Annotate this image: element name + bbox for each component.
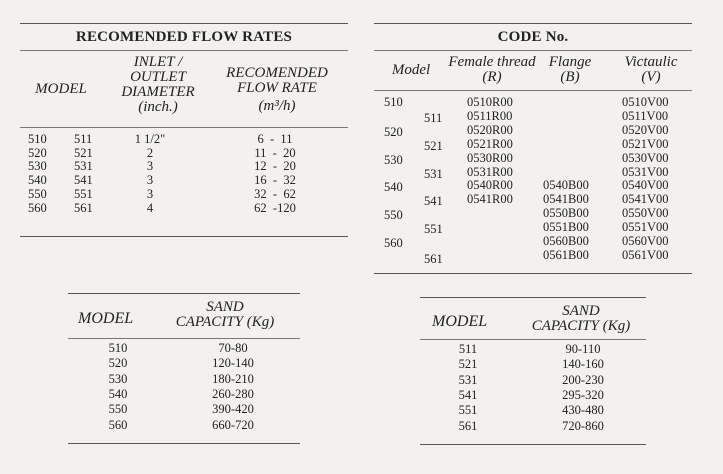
model-cell: 550: [384, 208, 403, 223]
sand-capacity-line1: SAND: [206, 299, 244, 315]
victaulic-cell: 0541V00: [622, 192, 669, 207]
flow-rates-body: [20, 133, 348, 229]
model-cell: 541: [74, 173, 93, 188]
flange-cell: 0550B00: [543, 206, 589, 221]
model-cell: 521: [424, 138, 443, 153]
table-row: [420, 420, 646, 435]
flange-cell: 0561B00: [543, 247, 589, 262]
victaulic-cell: 0540V00: [622, 178, 669, 193]
diameter-cell: 3: [146, 186, 154, 201]
inlet-header-line3: DIAMETER: [121, 84, 195, 100]
bottom-rule: [420, 444, 646, 445]
flange-cell: 0540B00: [543, 178, 589, 193]
table-row: [68, 373, 300, 388]
inlet-header-line4: (inch.): [138, 99, 178, 115]
victaulic-cell: 0510V00: [622, 95, 669, 109]
model-cell: 551: [458, 403, 478, 418]
victaulic-cell: 0531V00: [622, 164, 669, 179]
table-row: [68, 419, 300, 434]
model-cell: 520: [384, 124, 403, 139]
female-thread-cell: 0541R00: [467, 192, 513, 207]
top-rule: [420, 297, 646, 298]
table-row: [374, 96, 692, 110]
flow-header: [212, 66, 342, 114]
diameter-cell: 3: [146, 173, 154, 188]
flange-cell: 0541B00: [543, 192, 589, 207]
table-row: [20, 202, 348, 216]
table-row: [374, 152, 692, 166]
sand-capacity-header: [160, 300, 290, 330]
model-cell: 541: [424, 194, 443, 209]
table-row: [20, 147, 348, 161]
flange-cell: 0551B00: [543, 220, 589, 235]
table-row: [20, 133, 348, 147]
flange-line1: Flange: [548, 54, 592, 70]
table-row: [374, 193, 692, 207]
capacity-cell: 295-320: [562, 387, 604, 402]
flow-header-line3: (m³/h): [258, 98, 296, 114]
capacity-cell: 390-420: [212, 402, 254, 417]
table-row: [374, 221, 692, 235]
table-row: [68, 357, 300, 372]
header-rule: [420, 339, 646, 340]
victaulic-cell: 0551V00: [622, 220, 669, 235]
model-cell: 541: [458, 387, 478, 402]
capacity-cell: 180-210: [212, 371, 254, 386]
female-thread-line2: (R): [482, 69, 502, 85]
table-row: [374, 235, 692, 249]
capacity-cell: 200-230: [562, 372, 604, 387]
capacity-cell: 720-860: [562, 418, 604, 433]
table-row: [420, 404, 646, 419]
flow-cell: 32 - 62: [254, 186, 296, 201]
table-row: [374, 166, 692, 180]
sand-left-body: [68, 342, 300, 442]
top-rule: [20, 23, 348, 24]
diameter-cell: 2: [146, 145, 154, 160]
header-rule: [374, 90, 692, 91]
victaulic-header: [614, 55, 688, 85]
table-row: [374, 207, 692, 221]
table-row: [20, 188, 348, 202]
header-rule: [20, 127, 348, 128]
female-thread-cell: 0531R00: [467, 164, 513, 179]
victaulic-cell: 0521V00: [622, 136, 669, 151]
model-cell: 521: [458, 357, 478, 372]
model-cell: 511: [424, 110, 443, 125]
table-row: [374, 124, 692, 138]
capacity-cell: 140-160: [562, 357, 604, 372]
table-row: [374, 247, 692, 266]
table-row: [420, 374, 646, 389]
flow-cell: 11 - 20: [254, 145, 296, 160]
inlet-header-line1: INLET /: [133, 54, 183, 70]
flange-line2: (B): [560, 69, 580, 85]
table-row: [420, 358, 646, 373]
flow-cell: 12 - 20: [254, 159, 296, 174]
model-cell: 531: [424, 166, 443, 181]
table-row: [420, 389, 646, 404]
model-cell: 550: [28, 186, 47, 201]
female-thread-header: [442, 55, 542, 85]
victaulic-cell: 0530V00: [622, 150, 669, 165]
code-no-body: [374, 96, 692, 272]
sand-capacity-line2: CAPACITY (Kg): [531, 318, 631, 334]
model-cell: 561: [74, 200, 93, 215]
victaulic-cell: 0520V00: [622, 122, 669, 137]
flow-header-line1: RECOMENDED: [226, 65, 328, 81]
capacity-cell: 90-110: [565, 342, 601, 356]
title-rule: [20, 50, 348, 51]
capacity-cell: 430-480: [562, 403, 604, 418]
model-cell: 520: [28, 145, 47, 160]
female-thread-cell: 0530R00: [467, 150, 513, 165]
flow-cell: 6 - 11: [257, 132, 293, 146]
capacity-cell: 70-80: [218, 341, 248, 355]
model-cell: 521: [74, 145, 93, 160]
flow-cell: 62 -120: [254, 200, 296, 215]
model-cell: 540: [108, 386, 128, 401]
victaulic-cell: 0561V00: [622, 247, 669, 262]
bottom-rule: [68, 443, 300, 444]
flow-header-line2: FLOW RATE: [237, 80, 317, 96]
table-row: [374, 179, 692, 193]
table-row: [374, 110, 692, 124]
capacity-cell: 120-140: [212, 356, 254, 371]
victaulic-line2: (V): [641, 69, 661, 85]
sand-capacity-line1: SAND: [562, 303, 600, 319]
victaulic-line1: Victaulic: [624, 54, 678, 70]
model-cell: 561: [458, 418, 478, 433]
victaulic-cell: 0550V00: [622, 206, 669, 221]
top-rule: [374, 23, 692, 24]
diameter-cell: 1 1/2": [134, 132, 166, 146]
table-row: [68, 403, 300, 418]
model-header: MODEL: [35, 81, 87, 97]
model-cell: 531: [458, 372, 478, 387]
model-cell: 560: [384, 236, 403, 250]
model-cell: 531: [74, 159, 93, 174]
table-row: [20, 160, 348, 174]
victaulic-cell: 0511V00: [622, 108, 669, 123]
model-cell: 550: [108, 402, 128, 417]
table-row: [374, 138, 692, 152]
model-cell: 510: [108, 341, 128, 355]
victaulic-cell: 0560V00: [622, 234, 669, 248]
model-cell: 510: [384, 95, 403, 109]
flange-header: [540, 55, 600, 85]
diameter-cell: 3: [146, 159, 154, 174]
model-cell: 551: [424, 222, 443, 237]
model-cell: 520: [108, 356, 128, 371]
bottom-rule: [20, 236, 348, 237]
capacity-cell: 660-720: [212, 417, 254, 432]
table-row: [68, 342, 300, 357]
model-cell: 560: [28, 200, 47, 215]
female-thread-cell: 0540R00: [467, 178, 513, 193]
model-cell: 551: [74, 186, 93, 201]
model-header: MODEL: [432, 313, 488, 330]
inlet-header-line2: OUTLET: [130, 69, 186, 85]
model-cell: 530: [28, 159, 47, 174]
model-cell: 540: [28, 173, 47, 188]
inlet-header: [108, 55, 208, 115]
model-cell: 561: [424, 251, 443, 266]
model-cell: 511: [458, 342, 478, 356]
model-header: Model: [391, 62, 431, 78]
table-row: [20, 174, 348, 188]
female-thread-line1: Female thread: [448, 54, 536, 70]
flow-rates-title: RECOMENDED FLOW RATES: [75, 29, 293, 45]
female-thread-cell: 0511R00: [467, 108, 513, 123]
flange-cell: 0560B00: [543, 234, 589, 248]
model-cell: 540: [384, 180, 403, 195]
model-cell: 530: [384, 152, 403, 167]
female-thread-cell: 0521R00: [467, 136, 513, 151]
model-cell: 530: [108, 371, 128, 386]
title-rule: [374, 50, 692, 51]
diameter-cell: 4: [146, 200, 154, 215]
table-row: [68, 388, 300, 403]
female-thread-cell: 0510R00: [467, 95, 513, 109]
female-thread-cell: 0520R00: [467, 122, 513, 137]
header-rule: [68, 338, 300, 339]
sand-capacity-line2: CAPACITY (Kg): [175, 314, 275, 330]
sand-capacity-header: [516, 304, 646, 334]
model-cell: 510: [28, 132, 47, 146]
code-no-title: CODE No.: [497, 29, 569, 45]
table-row: [420, 343, 646, 358]
flow-cell: 16 - 32: [254, 173, 296, 188]
top-rule: [68, 293, 300, 294]
model-cell: 511: [74, 132, 93, 146]
capacity-cell: 260-280: [212, 386, 254, 401]
model-cell: 560: [108, 417, 128, 432]
bottom-rule: [374, 273, 692, 274]
sand-right-body: [420, 343, 646, 443]
model-header: MODEL: [78, 310, 134, 327]
